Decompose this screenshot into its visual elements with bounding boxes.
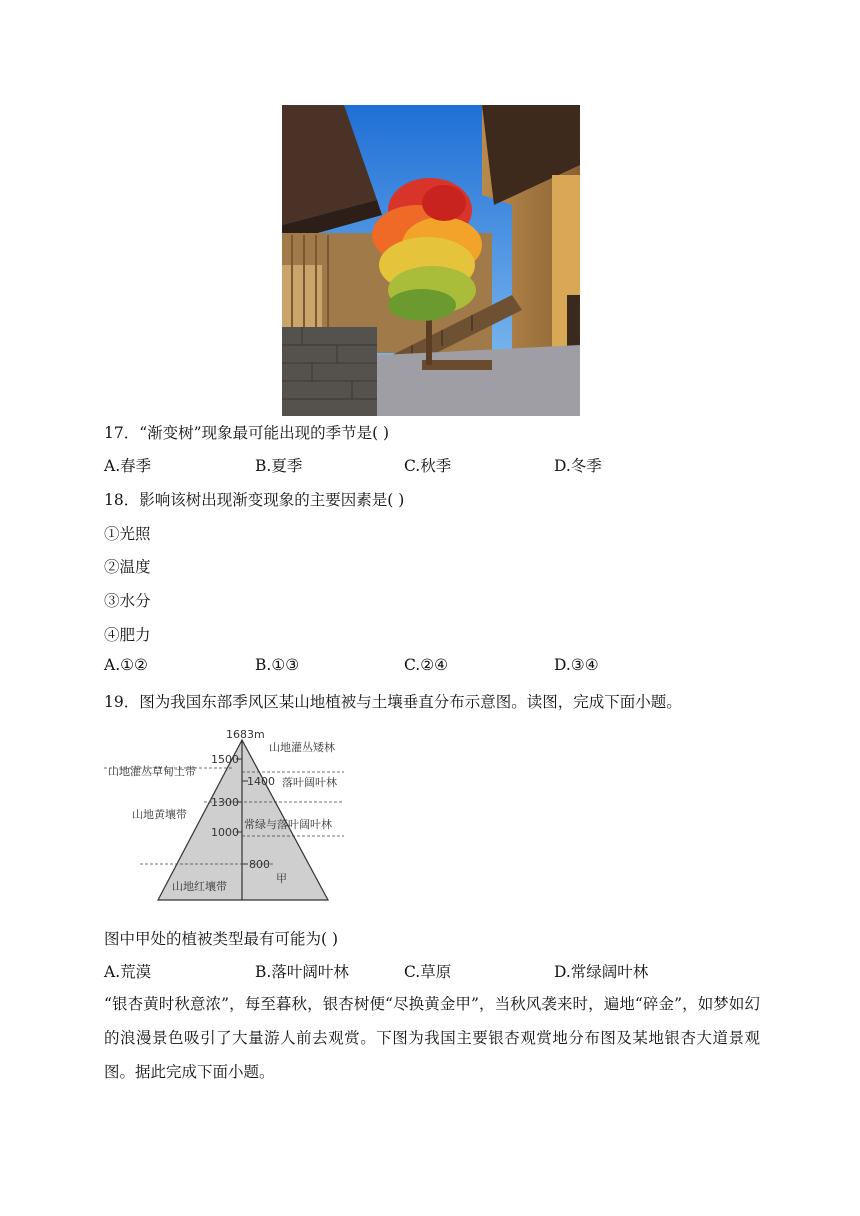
q18-factor-3: ③水分 xyxy=(104,592,151,610)
ginkgo-passage: “银杏黄时秋意浓”，每至暮秋，银杏树便“尽换黄金甲”，当秋风袭来时，遍地“碎金”，如梦如幻的浪漫景色吸引了大量游人前去观赏。下图为我国主要银杏观赏地分布图及某地银杏大道景观图。据此完成下面小题。 xyxy=(104,995,760,1081)
q19-option-d[interactable]: D.常绿阔叶林 xyxy=(554,963,649,981)
q18-factor-4: ④肥力 xyxy=(104,626,151,644)
veg-deciduous: 落叶阔叶林 xyxy=(282,776,337,789)
veg-jia: 甲 xyxy=(276,872,287,885)
mountain-diagram xyxy=(104,726,354,906)
q17-stem: 17．“渐变树”现象最可能出现的季节是( ) xyxy=(104,424,390,442)
tree-photo xyxy=(282,105,580,416)
veg-shrub: 山地灌丛矮林 xyxy=(269,741,335,754)
peak-label: 1683m xyxy=(226,728,265,741)
soil-belt-meadow: 山地灌丛草甸土带 xyxy=(108,765,196,778)
q18-factor-2: ②温度 xyxy=(104,558,151,576)
q19-option-a[interactable]: A.荒漠 xyxy=(104,963,152,981)
soil-belt-red: 山地红壤带 xyxy=(172,880,227,893)
q19-intro: 19．图为我国东部季风区某山地植被与土壤垂直分布示意图。读图，完成下面小题。 xyxy=(104,693,682,711)
soil-belt-yellow: 山地黄壤带 xyxy=(132,808,187,821)
q18-stem: 18．影响该树出现渐变现象的主要因素是( ) xyxy=(104,491,405,509)
elev-1300: 1300 xyxy=(211,796,239,809)
q19-stem: 图中甲处的植被类型最有可能为( ) xyxy=(104,930,339,948)
q18-option-b[interactable]: B.①③ xyxy=(255,656,300,674)
elev-1000: 1000 xyxy=(211,826,239,839)
q17-option-d[interactable]: D.冬季 xyxy=(554,457,602,475)
q17-option-b[interactable]: B.夏季 xyxy=(255,457,303,475)
q19-option-c[interactable]: C.草原 xyxy=(404,963,452,981)
tree-photo-illustration xyxy=(282,105,580,416)
q18-option-d[interactable]: D.③④ xyxy=(554,656,599,674)
q18-factor-1: ①光照 xyxy=(104,525,151,543)
elev-1500: 1500 xyxy=(211,753,239,766)
q18-option-c[interactable]: C.②④ xyxy=(404,656,449,674)
q17-option-c[interactable]: C.秋季 xyxy=(404,457,452,475)
q17-option-a[interactable]: A.春季 xyxy=(104,457,152,475)
q19-option-b[interactable]: B.落叶阔叶林 xyxy=(255,963,349,981)
elev-1400: 1400 xyxy=(247,775,275,788)
q18-option-a[interactable]: A.①② xyxy=(104,656,148,674)
elev-800: 800 xyxy=(249,858,270,871)
veg-mixed: 常绿与落叶阔叶林 xyxy=(244,818,332,831)
